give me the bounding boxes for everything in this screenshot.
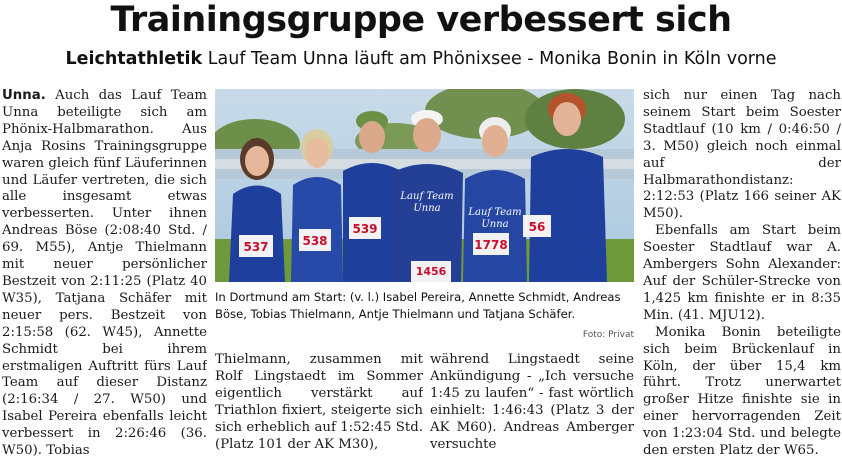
dateline: Unna. [2, 88, 46, 103]
article-paragraph: Thielmann, zusammen mit Rolf Lingstaedt im Sommer eigentlich verstärkt auf Triathlon fixiert, steigerte sich sich erheblich auf 1:52:45 Std. (Platz 101 der AK M30), [215, 352, 423, 452]
svg-text:1778: 1778 [474, 238, 508, 252]
svg-text:56: 56 [528, 220, 546, 234]
article-column-3 [430, 352, 634, 459]
article-paragraph: Ebenfalls am Start beim Soester Stadtlauf war A. Ambergers Sohn Alexander: Auf der Schüler-Strecke von 1,425 km finishte er in 8:35 Min. (41. MJU12). [643, 223, 841, 323]
headline: Trainingsgruppe verbessert sich [110, 0, 732, 40]
svg-text:1456: 1456 [415, 265, 447, 278]
svg-text:Unna: Unna [481, 219, 509, 230]
article-column-4 [643, 88, 841, 459]
svg-text:537: 537 [243, 240, 269, 254]
caption-text: In Dortmund am Start: (v. l.) Isabel Pereira, Annette Schmidt, Andreas Böse, Tobias Thielmann, Antje Thielmann und Tatjana Schäfer. [215, 290, 621, 321]
article-paragraph: sich nur einen Tag nach seinem Start beim Soester Stadtlauf (10 km / 0:46:50 / 3. M50) gleich noch einmal auf der Halbmarathondistanz: 2:12:53 (Platz 166 seiner AK M50). [643, 88, 841, 222]
subhead-text: Lauf Team Unna läuft am Phönixsee - Monika Bonin in Köln vorne [207, 49, 777, 69]
svg-text:538: 538 [302, 234, 328, 248]
svg-text:539: 539 [352, 222, 378, 236]
svg-text:Unna: Unna [413, 203, 441, 214]
article-column-1 [2, 88, 207, 459]
photo-caption [215, 289, 634, 345]
article-text: Auch das Lauf Team Unna beteiligte sich am Phönix-Halbmarathon. Aus Anja Rosins Trainingsgruppe waren gleich fünf Läuferinnen und Läufer vertreten, die sich alle insgesamt etwas verbesserten. Unter ihnen Andreas Böse (2:08:40 Std. / 69. M55), Antje Thielmann mit neuer persönlicher Bestzeit von 2:11:25 (Platz 40 W35), Tatjana Schäfer mit neuer pers. Bestzeit von 2:15:58 (62. W45), Annette Schmidt bei ihrem erstmaligen Auftritt fürs Lauf Team auf dieser Distanz (2:16:34 / 27. W50) und Isabel Pereira ebenfalls leicht verbessert in 2:26:46 (36. W50). Tobias [2, 88, 207, 459]
article-column-2 [215, 352, 423, 459]
article-paragraph [2, 88, 207, 459]
article-paragraph: während Lingstaedt seine Ankündigung - „Ich versuche 1:45 zu laufen“ - fast wörtlich einhielt: 1:46:43 (Platz 3 der AK M60). Andreas Amberger versuchte [430, 352, 634, 452]
svg-text:Lauf Team: Lauf Team [400, 191, 454, 202]
team-photo [215, 89, 634, 282]
photo-credit: Foto: Privat [582, 330, 634, 340]
article-paragraph: Monika Bonin beteiligte sich beim Brückenlauf in Köln, der über 15,4 km führt. Trotz unerwartet großer Hitze finishte sie in einer hervorragenden Zeit von 1:23:04 Std. und belegte den ersten Platz der W65. [643, 324, 841, 459]
team-photo-illustration [215, 89, 634, 282]
subheadline [0, 46, 842, 72]
subhead-topic: Leichtathletik [65, 49, 203, 69]
svg-text:Lauf Team: Lauf Team [468, 207, 522, 218]
